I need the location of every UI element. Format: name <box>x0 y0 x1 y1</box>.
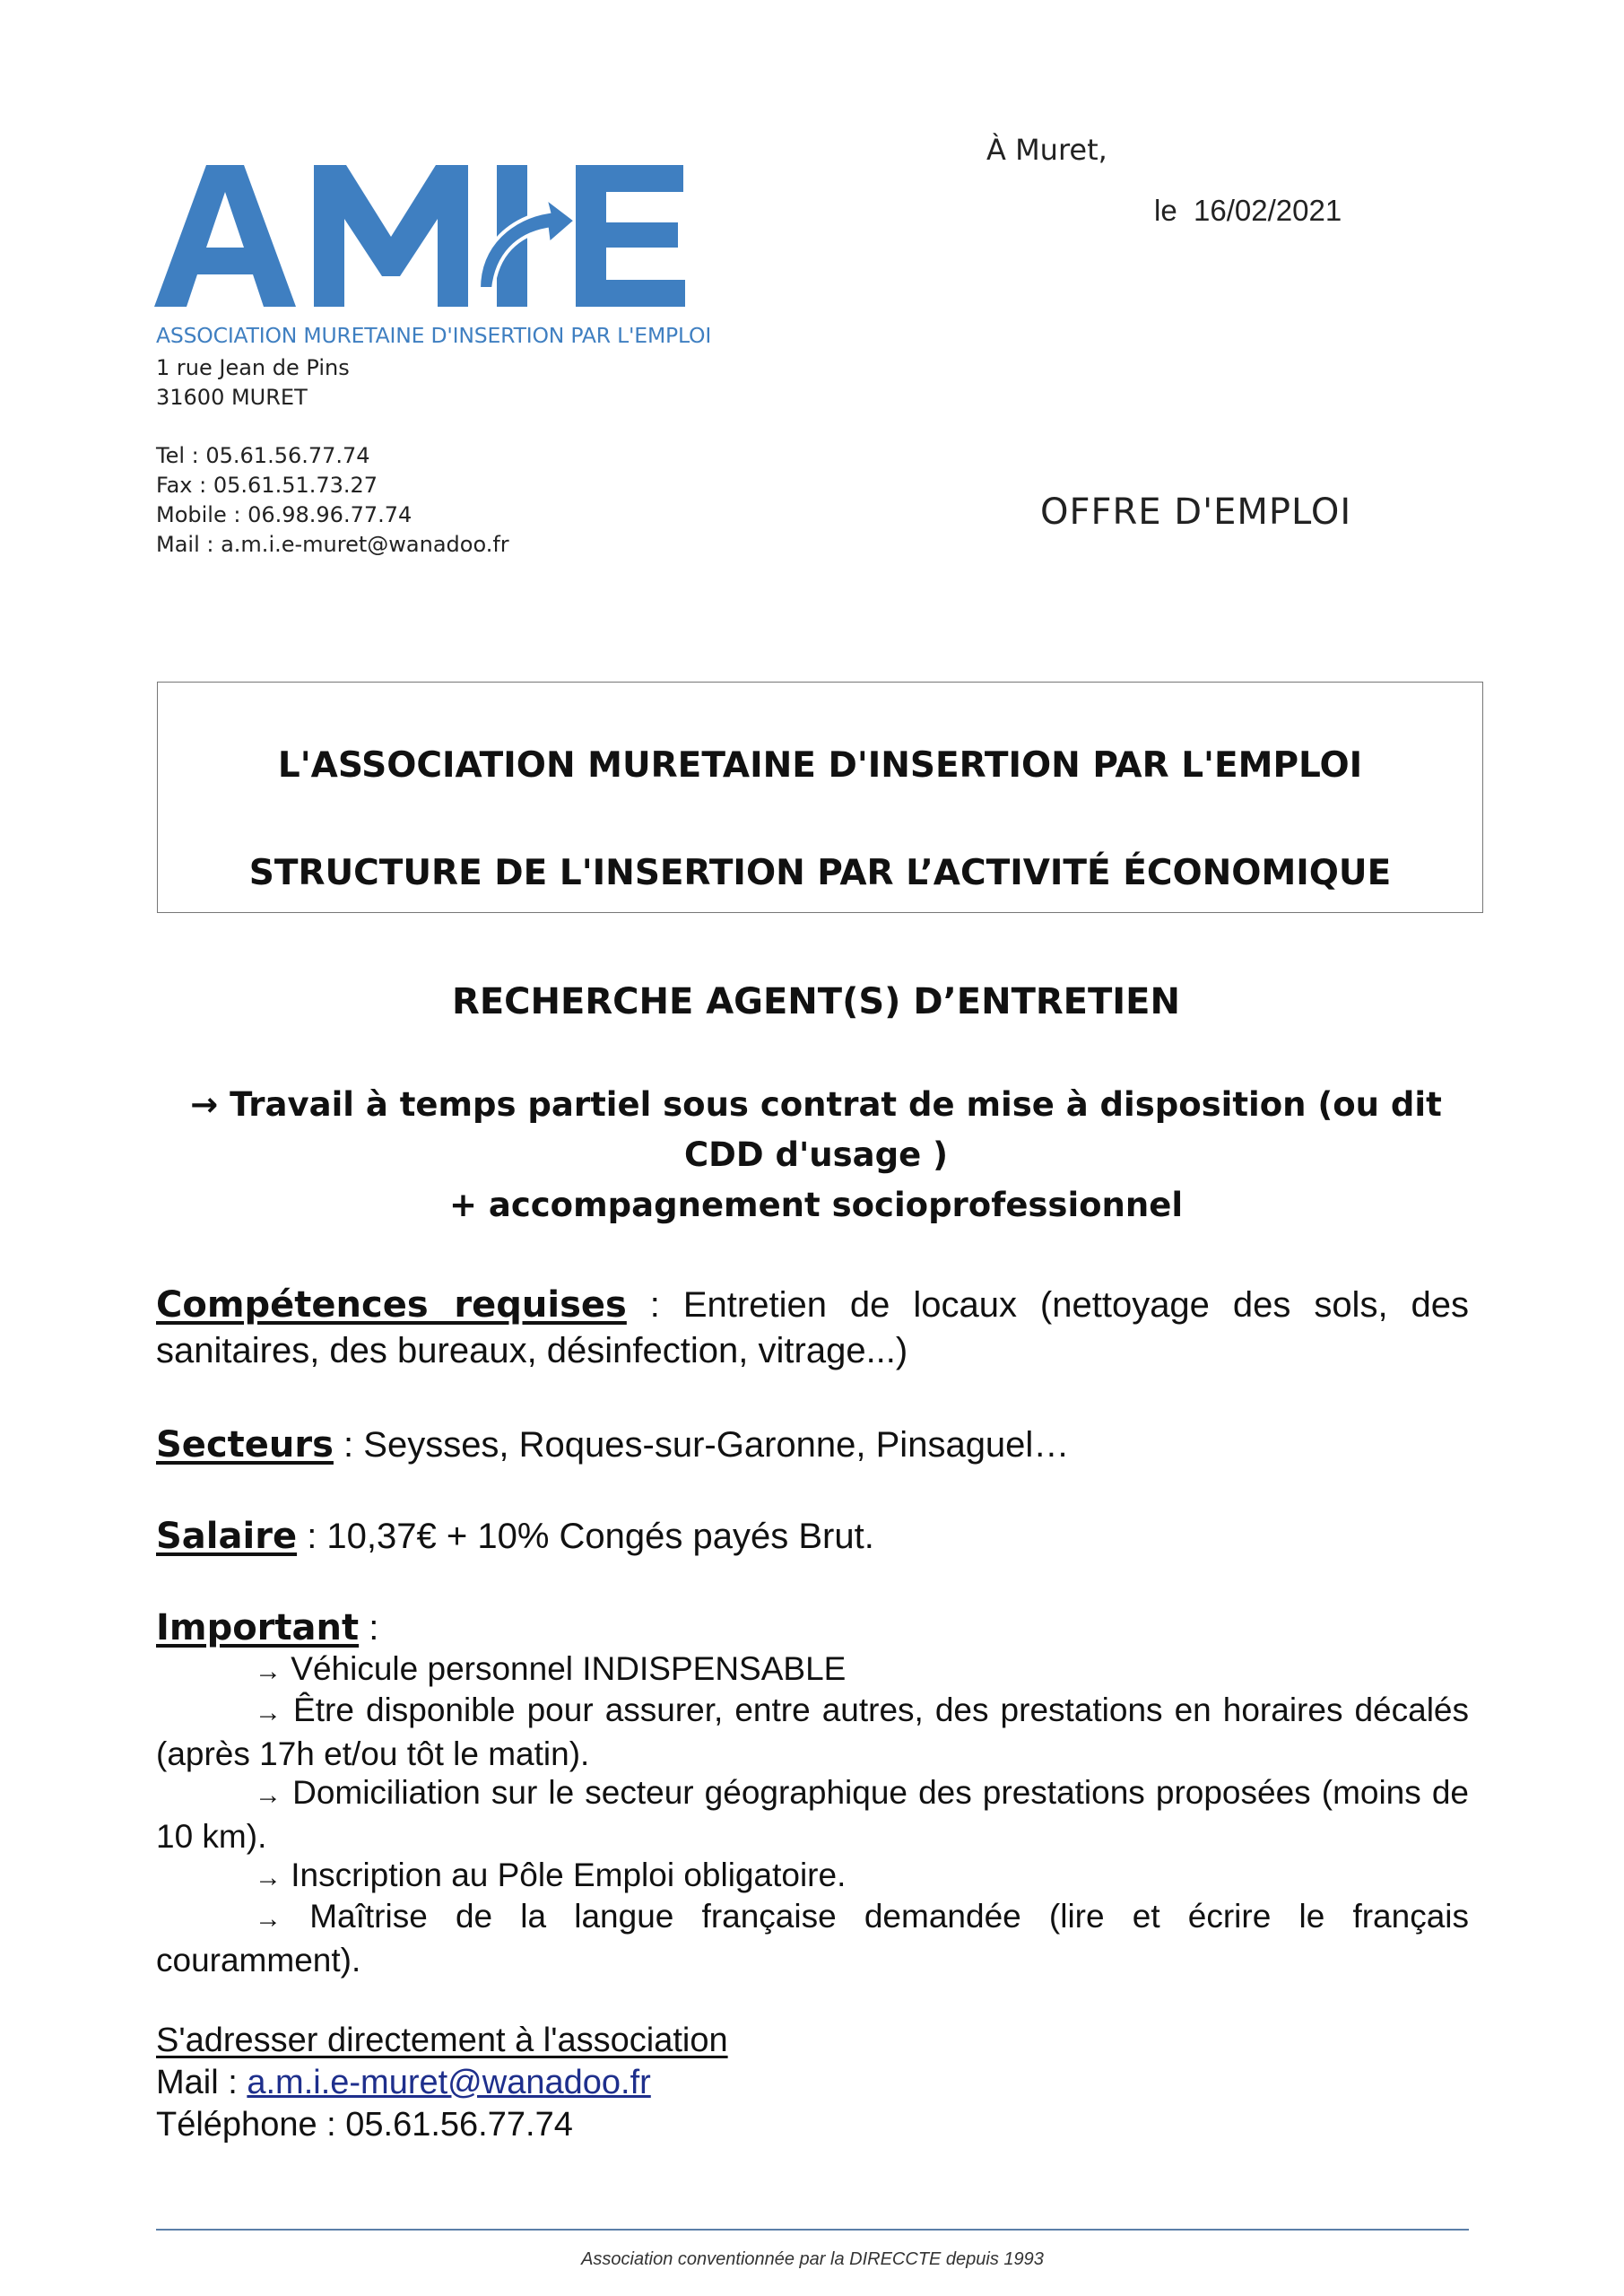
important-heading <box>156 1605 1469 1651</box>
arrow-icon: → <box>255 1698 282 1727</box>
tel-line: Tel : 05.61.56.77.74 <box>156 443 370 468</box>
organization-box <box>157 682 1483 913</box>
arrow-icon: → <box>255 1863 282 1892</box>
salary-text: : 10,37€ + 10% Congés payés Brut. <box>297 1517 874 1556</box>
requirement-item: → Domiciliation sur le secteur géographique des prestations proposées (moins de 10 km). <box>156 1774 1469 1855</box>
fax-line: Fax : 05.61.51.73.27 <box>156 473 378 498</box>
address-line-2: 31600 MURET <box>156 385 308 410</box>
footer-text: Association conventionnée par la DIRECCTE depuis 1993 <box>581 2249 1044 2269</box>
arrow-icon: → <box>255 1780 282 1810</box>
contact-mail-link[interactable]: a.m.i.e-muret@wanadoo.fr <box>247 2064 651 2101</box>
contract-line-3: + accompagnement socioprofessionnel <box>448 1186 1184 1224</box>
requirement-item: → Être disponible pour assurer, entre autres, des prestations en horaires décalés (après 17h et/ou tôt le matin). <box>156 1692 1470 1772</box>
skills-text: : Entretien de locaux (nettoyage des sols, des sanitaires, des bureaux, désinfection, vitrage...) <box>156 1285 1469 1370</box>
footer-divider <box>156 2229 1469 2231</box>
mobile-line: Mobile : 06.98.96.77.74 <box>156 502 413 527</box>
offer-title: RECHERCHE AGENT(S) D’ENTRETIEN <box>452 981 1180 1022</box>
logo-subtitle: ASSOCIATION MURETAINE D'INSERTION PAR L'EMPLOI <box>156 323 712 348</box>
sectors-label: Secteurs <box>156 1424 334 1465</box>
place: À Muret, <box>986 133 1107 167</box>
mail-line: Mail : a.m.i.e-muret@wanadoo.fr <box>156 532 509 557</box>
date-line <box>1154 194 1342 228</box>
contact-mail-label: Mail : <box>156 2064 248 2101</box>
address-line-1: 1 rue Jean de Pins <box>156 355 350 380</box>
salary-paragraph <box>156 1514 1469 1560</box>
requirement-item: → Véhicule personnel INDISPENSABLE <box>255 1650 847 1687</box>
organization-type: STRUCTURE DE L'INSERTION PAR L’ACTIVITÉ ÉCONOMIQUE <box>248 853 1392 893</box>
sectors-paragraph <box>156 1422 1469 1468</box>
important-label: Important <box>156 1607 360 1648</box>
document-type: OFFRE D'EMPLOI <box>1040 491 1352 533</box>
skills-paragraph <box>156 1283 1469 1374</box>
date-value: 16/02/2021 <box>1194 194 1342 227</box>
contract-line-2: CDD d'usage ) <box>684 1135 948 1174</box>
contact-phone: Téléphone : 05.61.56.77.74 <box>156 2106 573 2144</box>
date-prefix: le <box>1154 194 1177 227</box>
contact-mail-line <box>156 2062 651 2104</box>
arrow-icon: → <box>255 1657 282 1686</box>
sectors-text: : Seysses, Roques-sur-Garonne, Pinsaguel… <box>333 1425 1070 1465</box>
contract-line-1: → Travail à temps partiel sous contrat de mise à disposition (ou dit <box>190 1085 1442 1124</box>
salary-label: Salaire <box>156 1516 298 1557</box>
important-colon: : <box>359 1608 379 1648</box>
organization-name: L'ASSOCIATION MURETAINE D'INSERTION PAR L'EMPLOI <box>277 745 1363 786</box>
skills-label: Compétences requises <box>156 1284 627 1326</box>
arrow-icon: → <box>255 1904 282 1934</box>
contact-intro: S'adresser directement à l'association <box>156 2022 728 2059</box>
requirement-item: → Maîtrise de la langue française demandée (lire et écrire le français couramment). <box>156 1898 1470 1979</box>
requirement-item: → Inscription au Pôle Emploi obligatoire. <box>255 1857 847 1893</box>
amie-logo-graphic <box>154 154 692 334</box>
